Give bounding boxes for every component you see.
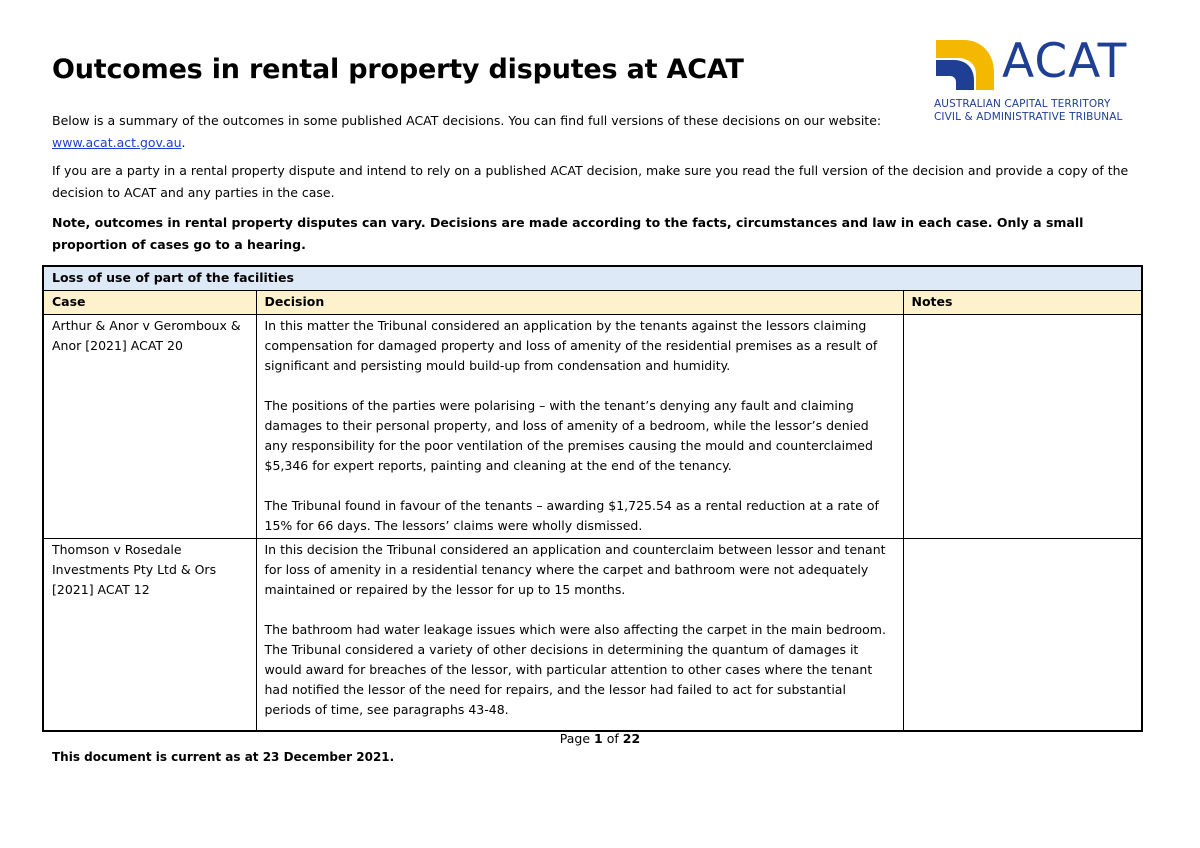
decision-summary [256, 315, 903, 539]
section-heading: Loss of use of part of the facilities [43, 266, 1142, 291]
page-title: Outcomes in rental property disputes at ACAT [52, 54, 744, 85]
table-row [43, 315, 1142, 539]
notes-cell [903, 539, 1142, 732]
intro-note: Note, outcomes in rental property disputes can vary. Decisions are made according to the facts, circumstances and law in each case. Only a small proportion of cases go to a hearing. [52, 215, 1084, 252]
intro-paragraph-1 [52, 110, 897, 154]
column-header-notes: Notes [903, 291, 1142, 315]
column-header-case: Case [43, 291, 256, 315]
intro-text: Below is a summary of the outcomes in some published ACAT decisions. You can find full versions of these decisions on our website: [52, 113, 882, 128]
intro-period: . [181, 135, 186, 150]
website-link[interactable]: www.acat.act.gov.au [52, 135, 182, 150]
notes-cell [903, 315, 1142, 539]
acat-logo [934, 34, 1139, 128]
acat-wordmark: ACAT [1002, 34, 1128, 89]
page-label: Page [559, 731, 591, 746]
intro-paragraph-2: If you are a party in a rental property dispute and intend to rely on a published ACAT decision, make sure you read the full version of the decision and provide a copy of the decision to ACAT and any parties in the case. [52, 163, 1129, 200]
decision-paragraph: The positions of the parties were polarising – with the tenant’s denying any fault and claiming damages to their personal property, and loss of amenity of a bedroom, while the lessor’s denied any responsibility for the poor ventilation of the premises causing the mould and counterclaimed $5,346 for expert reports, painting and cleaning at the end of the tenancy. [264, 398, 873, 473]
page-total: 22 [622, 731, 641, 746]
page-current: 1 [594, 731, 603, 746]
decision-paragraph: In this decision the Tribunal considered an application and counterclaim between lessor and tenant for loss of amenity in a residential tenancy where the carpet and bathroom were not adequately maintained or repaired by the lessor for up to 15 months. [264, 542, 886, 597]
decision-paragraph: The Tribunal found in favour of the tenants – awarding $1,725.54 as a rental reduction at a rate of 15% for 66 days. The lessors’ claims were wholly dismissed. [264, 498, 879, 533]
column-header-row [43, 291, 1142, 315]
acat-swoosh-icon [934, 38, 998, 94]
logo-subtitle-line2: CIVIL & ADMINISTRATIVE TRIBUNAL [934, 111, 1123, 123]
case-name: Thomson v Rosedale Investments Pty Ltd & Ors [2021] ACAT 12 [43, 539, 256, 732]
logo-subtitle-line1: AUSTRALIAN CAPITAL TERRITORY [934, 98, 1111, 110]
outcomes-table [42, 265, 1143, 732]
page-of: of [606, 731, 619, 746]
document-currency-note: This document is current as at 23 December 2021. [52, 750, 395, 764]
table-row [43, 539, 1142, 732]
column-header-decision: Decision [256, 291, 903, 315]
section-heading-row [43, 266, 1142, 291]
page-number [0, 731, 1200, 746]
decision-paragraph: The bathroom had water leakage issues which were also affecting the carpet in the main bedroom. The Tribunal considered a variety of other decisions in determining the quantum of damages it would award for breaches of the lessor, with particular attention to other cases where the tenant had notified the lessor of the need for repairs, and the lessor had failed to act for substantial periods of time, see paragraphs 43-48. [264, 622, 886, 717]
decision-paragraph: In this matter the Tribunal considered an application by the tenants against the lessors claiming compensation for damaged property and loss of amenity of the residential premises as a result of significant and persisting mould build-up from condensation and humidity. [264, 318, 878, 373]
decision-summary [256, 539, 903, 732]
case-name: Arthur & Anor v Geromboux & Anor [2021] ACAT 20 [43, 315, 256, 539]
